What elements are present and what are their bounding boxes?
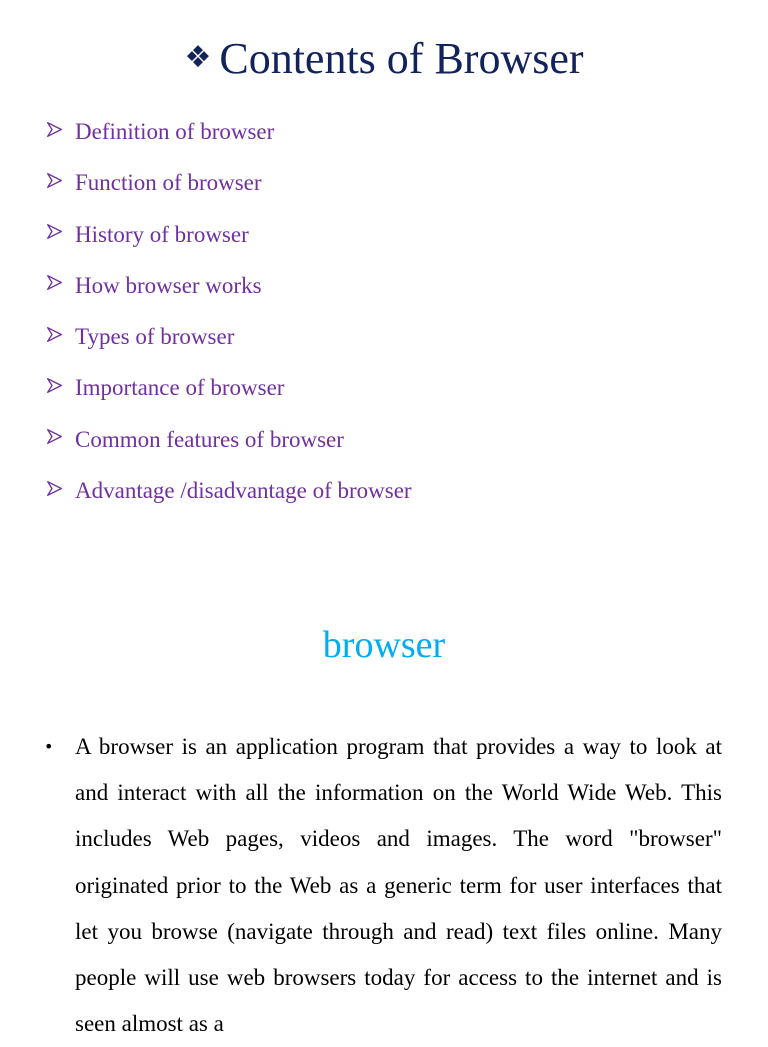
contents-list xyxy=(46,110,412,520)
list-item-label: Importance of browser xyxy=(75,375,285,401)
list-item xyxy=(46,264,412,315)
list-item xyxy=(46,161,412,212)
diamond-bullet-icon: ❖ xyxy=(184,40,212,75)
section-heading: browser xyxy=(322,624,446,666)
slide-title xyxy=(0,28,768,89)
list-item xyxy=(46,469,412,520)
list-item-label: Definition of browser xyxy=(75,119,275,144)
list-item xyxy=(46,315,412,366)
arrow-bullet-icon xyxy=(46,161,68,205)
list-item xyxy=(46,110,412,161)
slide-title-text: Contents of Browser xyxy=(219,34,584,83)
arrow-bullet-icon xyxy=(46,315,68,359)
body-bullet-item xyxy=(44,724,722,1047)
list-item xyxy=(46,366,412,417)
arrow-bullet-icon xyxy=(46,469,68,513)
arrow-bullet-icon xyxy=(46,418,68,462)
body-paragraph: A browser is an application program that provides a way to look at and interact with all the information on the World Wide Web. This includes Web pages, videos and images. The word "browser" originated prior to the Web as a generic term for user interfaces that let you browse (navigate through and read) text files online. Many people will use web browsers today for access to the internet and is seen almost as a xyxy=(75,734,722,1037)
list-item xyxy=(46,213,412,264)
list-item-label: Function of browser xyxy=(75,170,262,196)
arrow-bullet-icon xyxy=(46,110,68,154)
list-item xyxy=(46,418,412,469)
arrow-bullet-icon xyxy=(46,264,68,308)
list-item-label: How browser works xyxy=(75,272,262,298)
bullet-dot-icon: • xyxy=(44,737,54,756)
list-item-label: Types of browser xyxy=(75,324,235,350)
arrow-bullet-icon xyxy=(46,213,68,257)
list-item-label: History of browser xyxy=(75,221,249,247)
list-item-label: Common features of browser xyxy=(75,426,344,452)
list-item-label: Advantage /disadvantage of browser xyxy=(75,478,412,504)
arrow-bullet-icon xyxy=(46,366,68,410)
